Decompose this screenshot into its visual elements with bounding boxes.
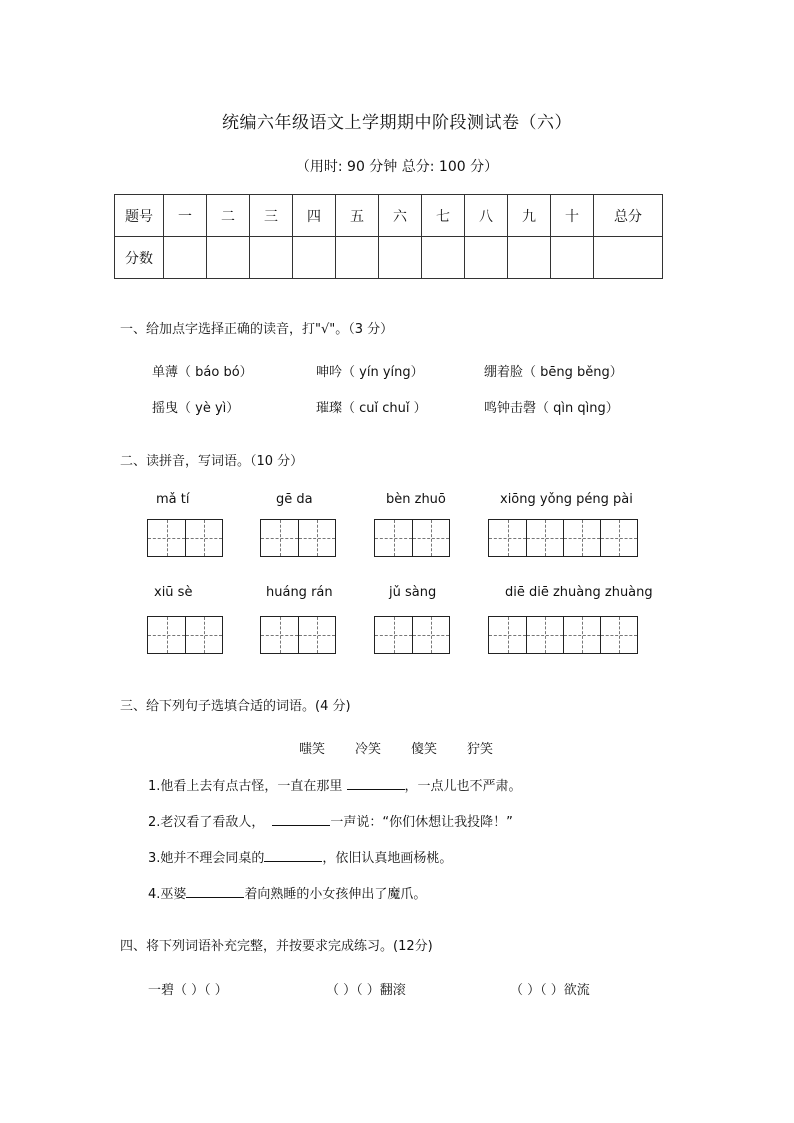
score-input-cell[interactable]	[293, 237, 336, 279]
char-box[interactable]	[148, 617, 185, 653]
writing-grid[interactable]	[488, 519, 638, 557]
char-box[interactable]	[261, 617, 298, 653]
word-choice: 狞笑	[467, 742, 494, 757]
question-text: 着向熟睡的小女孩伸出了魔爪。	[244, 887, 427, 902]
question-text: ，依旧认真地画杨桃。	[322, 851, 453, 866]
pinyin-label: xiū sè	[154, 585, 193, 600]
table-cell: 五	[336, 195, 379, 237]
writing-grid[interactable]	[488, 616, 638, 654]
score-input-cell[interactable]	[508, 237, 551, 279]
answer-blank[interactable]	[272, 811, 330, 826]
char-box[interactable]	[526, 617, 563, 653]
pinyin-label: bèn zhuō	[386, 492, 446, 507]
pronunciation-item[interactable]	[152, 397, 239, 416]
score-table-header-row	[115, 195, 663, 237]
item-options: （ yín yíng）	[342, 365, 424, 380]
table-cell: 八	[465, 195, 508, 237]
pronunciation-item[interactable]	[152, 361, 253, 380]
word-choice: 嗤笑	[299, 742, 326, 757]
score-input-cell[interactable]	[336, 237, 379, 279]
answer-blank[interactable]	[347, 775, 405, 790]
pinyin-label: huáng rán	[266, 585, 333, 600]
item-word: 绷着脸	[484, 365, 524, 380]
pronunciation-item[interactable]	[484, 397, 619, 416]
char-box[interactable]	[185, 520, 222, 556]
table-cell: 总分	[594, 195, 663, 237]
item-options: （ qìn qìng）	[536, 401, 619, 416]
item-options: （ báo bó）	[178, 365, 253, 380]
writing-grid[interactable]	[374, 616, 450, 654]
writing-grid[interactable]	[147, 519, 223, 557]
pinyin-label: jǔ sàng	[389, 585, 437, 600]
exam-info: （用时: 90 分钟 总分: 100 分）	[295, 159, 499, 175]
char-box[interactable]	[261, 520, 298, 556]
item-word: 摇曳	[152, 401, 179, 416]
score-input-cell[interactable]	[594, 237, 663, 279]
pronunciation-item[interactable]	[316, 361, 424, 380]
writing-grid[interactable]	[147, 616, 223, 654]
table-cell: 十	[551, 195, 594, 237]
score-table-score-row	[115, 237, 663, 279]
page-title: 统编六年级语文上学期期中阶段测试卷（六）	[222, 113, 572, 133]
word-choice: 傻笑	[411, 742, 438, 757]
score-input-cell[interactable]	[422, 237, 465, 279]
idiom-item[interactable]: 一碧（ ）（ ）	[148, 983, 228, 998]
question-text: 4.巫婆	[148, 887, 187, 902]
score-input-cell[interactable]	[207, 237, 250, 279]
char-box[interactable]	[600, 520, 637, 556]
word-choice: 冷笑	[355, 742, 382, 757]
table-cell: 三	[250, 195, 293, 237]
section3-heading: 三、给下列句子选填合适的词语。(4 分)	[120, 699, 351, 714]
pinyin-label: diē diē zhuàng zhuàng	[505, 585, 653, 600]
question-3	[148, 847, 452, 866]
table-cell: 题号	[115, 195, 164, 237]
pinyin-label: xiōng yǒng péng pài	[500, 492, 633, 507]
char-box[interactable]	[489, 520, 526, 556]
score-input-cell[interactable]	[379, 237, 422, 279]
score-input-cell[interactable]	[250, 237, 293, 279]
section4-heading: 四、将下列词语补充完整，并按要求完成练习。(12分)	[120, 939, 433, 954]
question-4	[148, 883, 426, 902]
pinyin-label: gē da	[276, 492, 313, 507]
char-box[interactable]	[375, 520, 412, 556]
item-word: 璀璨	[316, 401, 343, 416]
question-text: ，一点儿也不严肃。	[404, 779, 522, 794]
char-box[interactable]	[600, 617, 637, 653]
writing-grid[interactable]	[374, 519, 450, 557]
writing-grid[interactable]	[260, 519, 336, 557]
idiom-item[interactable]: （ ）（ ）欲流	[510, 983, 590, 998]
item-word: 单薄	[152, 365, 179, 380]
char-box[interactable]	[298, 520, 335, 556]
char-box[interactable]	[563, 617, 600, 653]
section1-heading: 一、给加点字选择正确的读音，打"√"。（3 分）	[120, 322, 394, 337]
table-cell: 分数	[115, 237, 164, 279]
table-cell: 六	[379, 195, 422, 237]
char-box[interactable]	[563, 520, 600, 556]
question-2	[148, 811, 513, 830]
score-input-cell[interactable]	[465, 237, 508, 279]
pinyin-label: mǎ tí	[156, 492, 190, 507]
score-input-cell[interactable]	[164, 237, 207, 279]
char-box[interactable]	[375, 617, 412, 653]
table-cell: 二	[207, 195, 250, 237]
char-box[interactable]	[412, 520, 449, 556]
question-1	[148, 775, 522, 794]
table-cell: 四	[293, 195, 336, 237]
score-input-cell[interactable]	[551, 237, 594, 279]
question-text: 3.她并不理会同桌的	[148, 851, 265, 866]
question-text: 2.老汉看了看敌人，	[148, 815, 265, 830]
answer-blank[interactable]	[186, 883, 244, 898]
pronunciation-item[interactable]	[316, 397, 427, 416]
answer-blank[interactable]	[264, 847, 322, 862]
char-box[interactable]	[489, 617, 526, 653]
score-table	[114, 194, 663, 279]
pronunciation-item[interactable]	[484, 361, 623, 380]
char-box[interactable]	[185, 617, 222, 653]
table-cell: 九	[508, 195, 551, 237]
idiom-item[interactable]: （ ）（ ）翻滚	[326, 983, 406, 998]
question-text: 1.他看上去有点古怪，一直在那里	[148, 779, 347, 794]
item-word: 呻吟	[316, 365, 343, 380]
item-options: （ yè yì）	[178, 401, 240, 416]
table-cell: 一	[164, 195, 207, 237]
writing-grid[interactable]	[260, 616, 336, 654]
table-cell: 七	[422, 195, 465, 237]
item-options: （ cuǐ chuǐ ）	[342, 401, 427, 416]
char-box[interactable]	[412, 617, 449, 653]
char-box[interactable]	[526, 520, 563, 556]
char-box[interactable]	[298, 617, 335, 653]
section2-heading: 二、读拼音，写词语。（10 分）	[120, 454, 304, 469]
char-box[interactable]	[148, 520, 185, 556]
item-options: （ bēng běng）	[523, 365, 623, 380]
question-text: 一声说：“你们休想让我投降！”	[330, 815, 513, 830]
item-word: 鸣钟击磬	[484, 401, 537, 416]
